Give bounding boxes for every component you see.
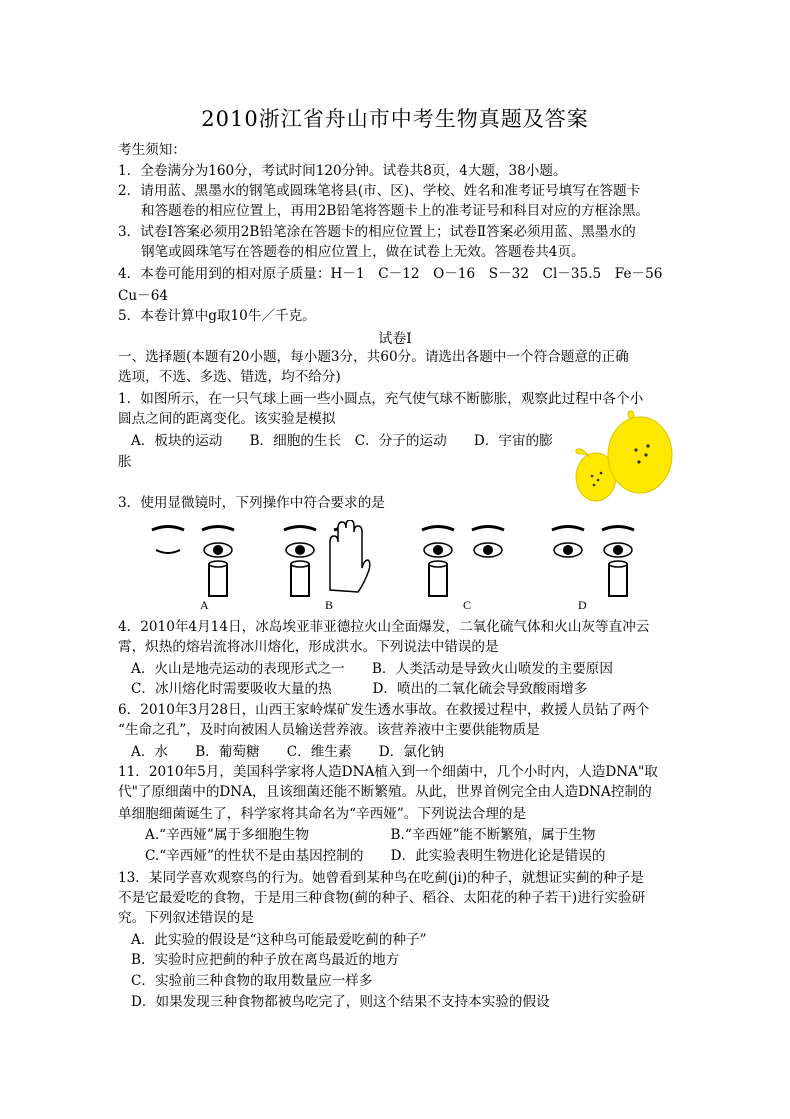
- q3-stem: 3．使用显微镜时，下列操作中符合要求的是: [118, 495, 385, 511]
- q4-options-1: A．火山是地壳运动的表现形式之一 B．人类活动是导致火山喷发的主要原因: [131, 661, 613, 677]
- notice-4: 4．本卷可能用到的相对原子质量：H－1 C－12 O－16 S－32 Cl－35.5 Fe－56: [118, 266, 663, 282]
- balloon-large: [608, 411, 672, 493]
- q13-option-a: A．此实验的假设是“这种鸟可能最爱吃蓟的种子”: [131, 932, 427, 948]
- notice-5: 5．本卷计算中g取10牛／千克。: [118, 308, 316, 324]
- q13-option-d: D．如果发现三种食物都被鸟吃完了，则这个结果不支持本实验的假设: [131, 994, 550, 1010]
- q1-stem-1: 1．如图所示，在一只气球上画一些小圆点，充气使气球不断膨胀，观察此过程中各个小: [118, 391, 644, 407]
- notice-2-cont: 和答题卷的相应位置上，再用2B铅笔将答题卡上的准考证号和科目对应的方框涂黑。: [141, 203, 650, 219]
- microscope-eyes-figure: [146, 520, 642, 616]
- panel-d: [552, 527, 634, 597]
- q6-options: A．水 B．葡萄糖 C．维生素 D．氯化钠: [131, 744, 444, 760]
- q13-option-b: B．实验时应把蓟的种子放在离鸟最近的地方: [131, 952, 400, 968]
- q13-stem-3: 究。下列叙述错误的是: [118, 910, 254, 926]
- notice-heading: 考生须知：: [118, 142, 186, 158]
- figure-label-d: D: [578, 598, 587, 612]
- section-title: 试卷Ⅰ: [378, 331, 412, 347]
- balloon-figure: [566, 410, 678, 510]
- figure-label-b: B: [325, 598, 334, 612]
- panel-c: [422, 527, 504, 597]
- q11-options-2: C.“辛西娅”的性状不是由基因控制的 D．此实验表明生物进化论是错误的: [145, 848, 606, 864]
- q11-stem-2: 代"了原细菌中的DNA，且该细菌还能不断繁殖。从此，世界首例完全由人造DNA控制的: [118, 784, 652, 800]
- notice-1: 1．全卷满分为160分，考试时间120分钟。试卷共8页，4大题，38小题。: [118, 163, 567, 179]
- q13-stem-2: 不是它最爱吃的食物，于是用三种食物(蓟的种子、稻谷、太阳花的种子若干)进行实验研: [118, 890, 646, 906]
- section-intro-1: 一、选择题(本题有20小题，每小题3分，共60分。请选出各题中一个符合题意的正确: [118, 349, 629, 365]
- q13-option-c: C．实验前三种食物的取用数量应一样多: [131, 973, 373, 989]
- q1-stem-2: 圆点之间的距离变化。该实验是模拟: [118, 411, 336, 427]
- figure-label-a: A: [200, 598, 209, 612]
- notice-3-cont: 钢笔或圆珠笔写在答题卷的相应位置上，做在试卷上无效。答题卷共4页。: [141, 244, 585, 260]
- panel-b: [284, 520, 370, 596]
- q1-options-wrap: 胀: [118, 454, 132, 470]
- notice-3: 3．试卷Ⅰ答案必须用2B铅笔涂在答题卡的相应位置上；试卷Ⅱ答案必须用蓝、黑墨水的: [118, 224, 636, 240]
- figure-label-c: C: [463, 598, 472, 612]
- q6-stem-1: 6．2010年3月28日，山西王家岭煤矿发生透水事故。在救援过程中，救援人员钻了两个: [118, 702, 650, 718]
- q6-stem-2: “生命之孔”，及时向被困人员输送营养液。该营养液中主要供能物质是: [118, 722, 540, 738]
- notice-2: 2．请用蓝、黑墨水的钢笔或圆珠笔将县(市、区)、学校、姓名和准考证号填写在答题卡: [118, 183, 641, 199]
- q1-options: A．板块的运动 B．细胞的生长 C．分子的运动 D．宇宙的膨: [131, 433, 553, 449]
- q4-options-2: C．冰川熔化时需要吸收大量的热 D．喷出的二氧化硫会导致酸雨增多: [131, 681, 588, 697]
- q11-stem-1: 11．2010年5月，美国科学家将人造DNA植入到一个细菌中，几个小时内，人造DNA"取: [118, 764, 658, 780]
- q11-stem-3: 单细胞细菌诞生了，科学家将其命名为“辛西娅”。下列说法合理的是: [118, 806, 527, 822]
- notice-4-cont: Cu－64: [118, 288, 169, 304]
- section-intro-2: 选项，不选、多选、错选，均不给分): [118, 369, 341, 385]
- q13-stem-1: 13．某同学喜欢观察鸟的行为。她曾看到某种鸟在吃蓟(ji)的种子，就想证实蓟的种子是: [118, 870, 644, 886]
- q11-options-1: A.“辛西娅”属于多细胞生物 B.“辛西娅”能不断繁殖，属于生物: [145, 827, 596, 843]
- q4-stem-2: 霄，炽热的熔岩流将冰川熔化，形成洪水。下列说法中错误的是: [118, 639, 499, 655]
- panel-a: [152, 527, 234, 597]
- page-title: 2010浙江省舟山市中考生物真题及答案: [201, 107, 589, 131]
- q4-stem-1: 4．2010年4月14日，冰岛埃亚菲亚德拉火山全面爆发，二氧化硫气体和火山灰等直冲云: [118, 619, 650, 635]
